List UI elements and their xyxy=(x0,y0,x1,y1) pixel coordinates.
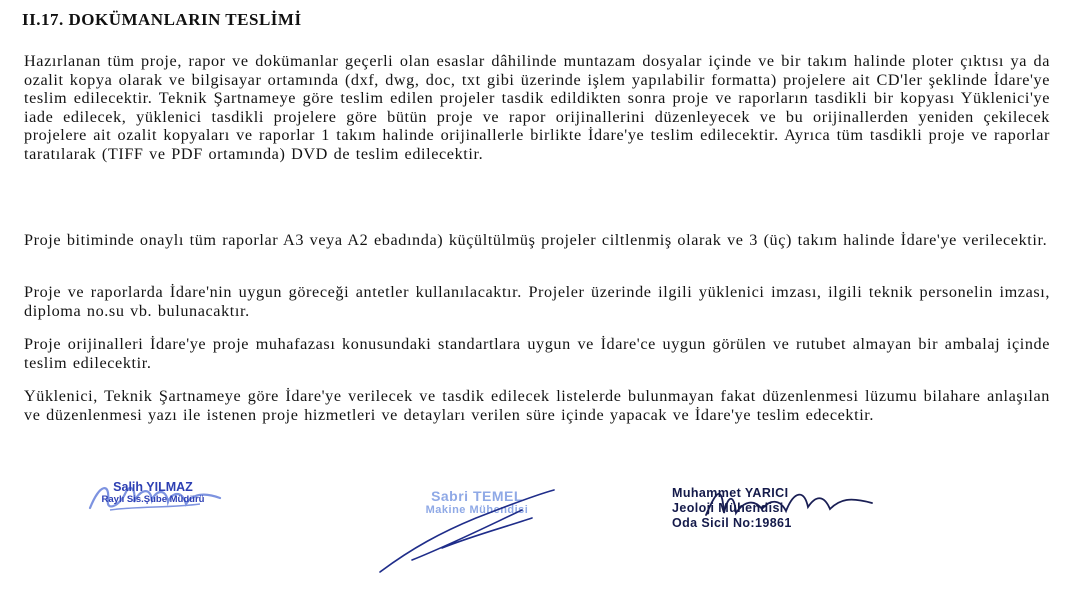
signatory-title-3: Jeoloji Mühendisi xyxy=(672,501,784,515)
signatory-name-2: Sabri TEMEL xyxy=(431,488,523,504)
signatory-title-1: Raylı Sis.Şube Müdürü xyxy=(101,494,205,505)
signatory-registry-3: Oda Sicil No:19861 xyxy=(672,516,792,530)
signature-scribble-2 xyxy=(372,488,572,578)
signature-block-3 xyxy=(672,486,912,531)
paragraph-packaging: Proje orijinalleri İdare'ye proje muhafazası konusundaki standartlara uygun ve İdare'ce uygun görülen ve rutubet almayan bir ambalaj içinde teslim edilecektir. xyxy=(24,335,1050,372)
signatory-name-1: Salih YILMAZ xyxy=(113,480,193,494)
section-heading: II.17. DOKÜMANLARIN TESLİMİ xyxy=(22,10,302,29)
signature-block-1 xyxy=(48,480,258,506)
signatory-title-2: Makine Mühendisi xyxy=(425,504,529,516)
paragraph-reports: Proje bitiminde onaylı tüm raporlar A3 veya A2 ebadında) küçültülmüş projeler ciltlenmiş olarak ve 3 (üç) takım halinde İdare'ye verilecektir. xyxy=(24,231,1048,249)
paragraph-title-blocks: Proje ve raporlarda İdare'nin uygun göreceği antetler kullanılacaktır. Projeler üzerinde ilgili yüklenici imzası, ilgili teknik personelin imzası, diploma no.su vb. bulunacaktır. xyxy=(24,283,1050,320)
signatory-name-3: Muhammet YARICI xyxy=(672,486,789,500)
paragraph-delivery: Hazırlanan tüm proje, rapor ve dokümanlar geçerli olan esaslar dâhilinde muntazam dosyalar içinde ve bir takım halinde ploter çıktısı ya da ozalit kopya olarak ve bilgisayar ortamında (dxf, dwg, doc, txt gibi üzerinde işlem yapılabilir formatta) projelere ait CD'ler şeklinde İdare'ye teslim edilecektir. Teknik Şartnameye göre teslim edilen projeler tasdik edildikten sonra proje ve raporların tasdikli bir kopyası Yüklenici'ye iade edilecek, yüklenici tasdikli projelere göre bütün proje ve rapor orijinallerini düzenleyecek ve bu orijinallerden yeniden çekilecek projelere ait ozalit kopyaları ve raporlar 1 takım halinde orijinallerle birlikte İdare'ye teslim edilecektir. Ayrıca tüm tasdikli proje ve raporlar taratılarak (TIFF ve PDF ortamında) DVD de teslim edilecektir. xyxy=(24,52,1050,163)
paragraph-additional-services: Yüklenici, Teknik Şartnameye göre İdare'ye verilecek ve tasdik edilecek listelerde bulunmayan fakat düzenlenmesi lüzumu bilahare anlaşılan ve düzenlenmesi yazı ile istenen proje hizmetleri ve detayları verilen süre içinde yapacak ve İdare'ye teslim edecektir. xyxy=(24,387,1050,424)
